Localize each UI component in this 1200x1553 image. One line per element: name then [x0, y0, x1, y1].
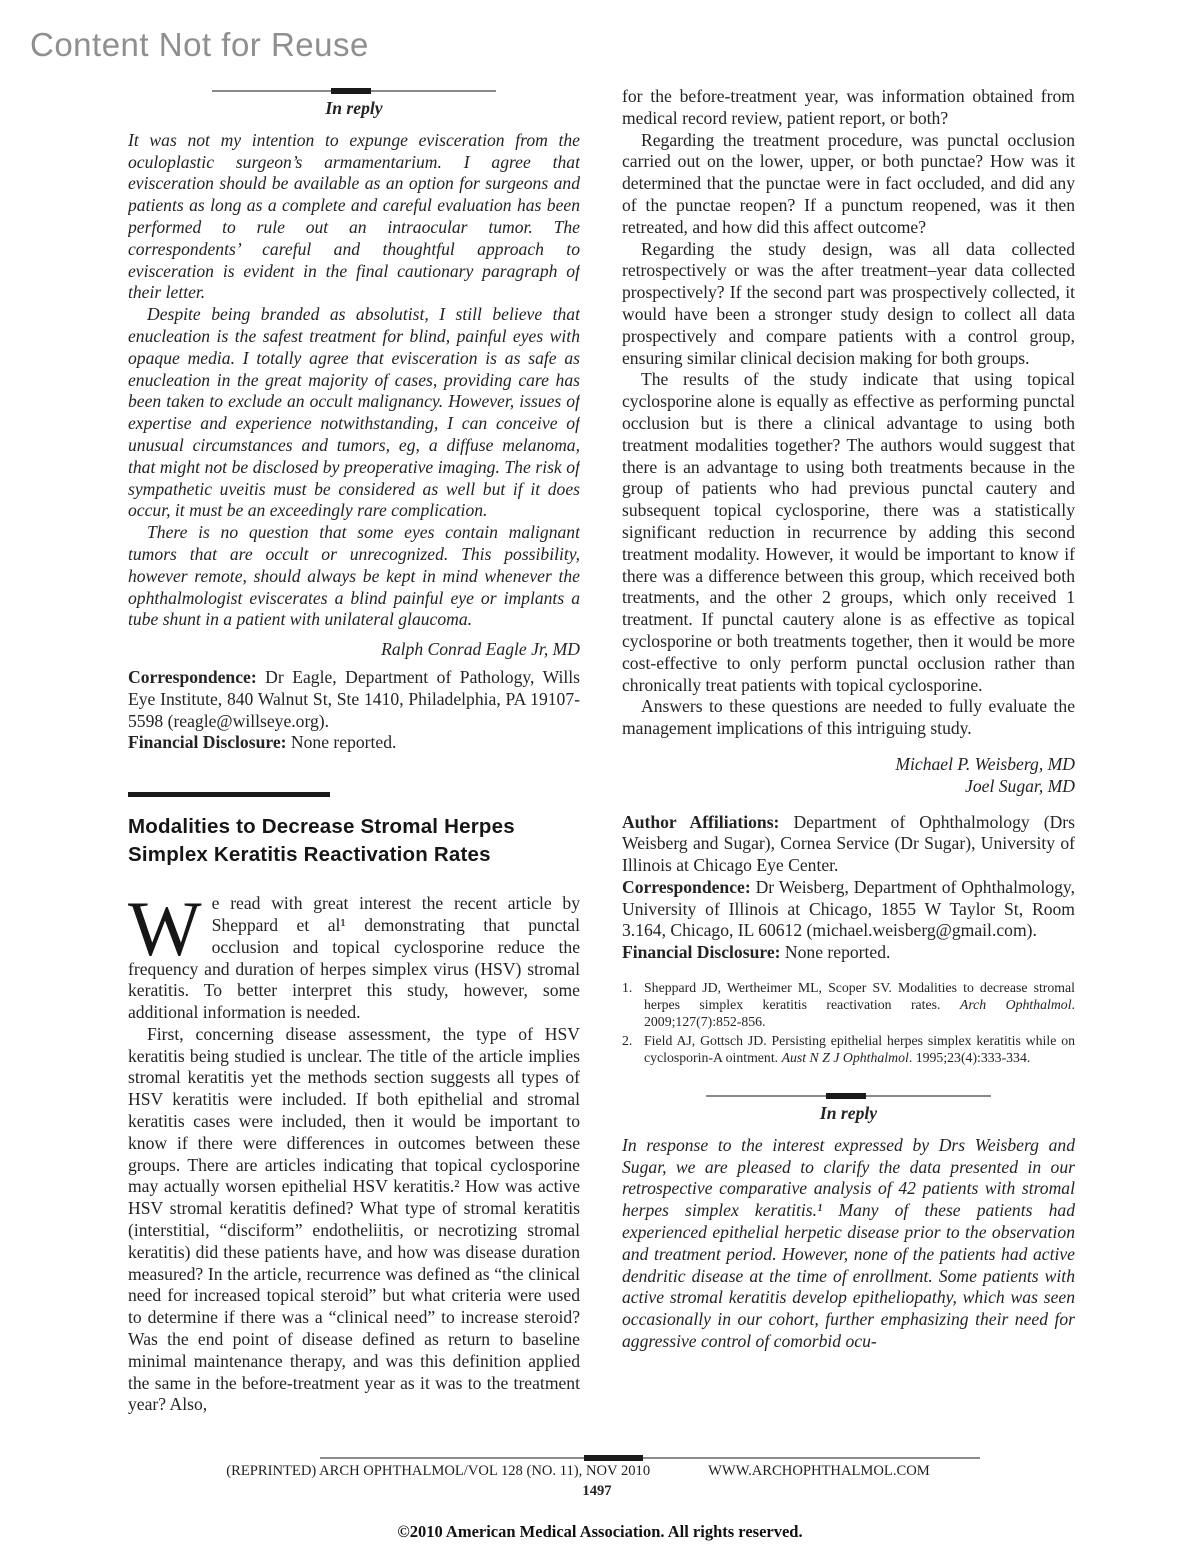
reference-journal: Aust N Z J Ophthalmol [781, 1050, 909, 1066]
letter-paragraph: The results of the study indicate that using topical cyclosporine alone is equally as effective as performing punctal occlusion but is there a clinical advantage to using both treatment modalities together? The authors would suggest that there is an advantage to using both treatments because in the group of patients who had previous punctal cautery and subsequent topical cyclosporine, there was a statistically significant reduction in recurrence by adding this second treatment modality. However, it would be important to know if there was a difference between this group, which received both treatments, and the other 2 groups, which only received 1 treatment. If punctal cautery alone is as effective as topical cyclosporine or both treatments together, then it would be more cost-effective to only perform punctal occlusion rather than chronically treat patients with topical cyclosporine. [622, 369, 1075, 695]
drop-cap: W [128, 885, 202, 973]
reference-item [622, 980, 1075, 1030]
financial-disclosure-label: Financial Disclosure: [622, 942, 781, 963]
reference-pages: . 2009;127(7):852-856. [644, 996, 1075, 1029]
financial-disclosure-label: Financial Disclosure: [128, 732, 287, 753]
footer-citation-line [0, 1463, 1200, 1480]
copyright-notice: ©2010 American Medical Association. All rights reserved. [397, 1522, 803, 1541]
right-column [622, 86, 1075, 1434]
left-column [128, 86, 580, 1434]
affiliations-block [622, 812, 1075, 965]
reference-pages: . 1995;23(4):333-334. [908, 1050, 1031, 1066]
reference-number: 1. [622, 980, 633, 996]
financial-disclosure-block [128, 732, 580, 754]
letter-paragraph: Regarding the study design, was all data collected retrospectively or was the after treatment–year data collected prospectively? If the second part was prospectively collected, it would have been a stronger study design to collect all data prospectively and compare patients with a control group, ensuring similar clinical decision making for both groups. [622, 238, 1075, 368]
page-body [128, 86, 1075, 1434]
financial-disclosure-text: None reported. [286, 732, 397, 753]
page-number: 1497 [582, 1483, 612, 1499]
reference-text [644, 980, 1075, 1030]
section-divider-bar [128, 792, 330, 797]
footer-rule [320, 1455, 980, 1461]
correspondence-text: Dr Eagle, Department of Pathology, Wills Eye Institute, 840 Walnut St, Ste 1410, Philadelphia, PA 19107-5598 (reagle@willseye.org). [128, 666, 580, 731]
reply-section-rule [212, 88, 497, 94]
letter-title-line2: Simplex Keratitis Reactivation Rates [128, 843, 491, 867]
author-signature: Ralph Conrad Eagle Jr, MD [381, 639, 580, 660]
signature-block [622, 754, 1075, 798]
letter-paragraph: First, concerning disease assessment, the type of HSV keratitis being studied is unclear. The title of the article implies stromal keratitis yet the methods section suggests all types of HSV keratitis were included. If both epithelial and stromal keratitis cases were included, then it would be important to know if there were differences in outcomes between these groups. There are articles indicating that topical cyclosporine may actually worsen epithelial HSV keratitis.² How was active HSV stromal keratitis defined? What type of stromal keratitis (interstitial, “disciform” endotheliitis, or necrotizing stromal keratitis) did these patients have, and how was disease duration measured? In the article, recurrence was defined as “the clinical need for increased topical steroid” but what criteria were used to determine if there was a “clinical need” to increase steroid? Was the end point of disease defined as return to baseline minimal maintenance therapy, and was this definition applied the same in the before-treatment year as it was to the treatment year? Also, [128, 1023, 580, 1415]
correspondence-label: Correspondence: [622, 876, 751, 897]
correspondence-block [128, 667, 580, 732]
reply-header: In reply [325, 98, 383, 118]
reference-journal: Arch Ophthalmol [959, 996, 1072, 1012]
page-footer [0, 1455, 1200, 1542]
financial-disclosure-block [622, 942, 1075, 964]
correspondence-text: Dr Weisberg, Department of Ophthalmology, University of Illinois at Chicago, 1855 W Taylor St, Room 3.164, Chicago, IL 60612 (michael.weisberg@gmail.com). [622, 876, 1075, 941]
letter-paragraph: Regarding the treatment procedure, was punctal occlusion carried out on the lower, upper, or both punctae? How was it determined that the punctae were in fact occluded, and did any of the punctae reopen? If a punctum reopened, was it then retreated, and how did this affect outcome? [622, 129, 1075, 237]
reply-paragraph: In response to the interest expressed by Drs Weisberg and Sugar, we are pleased to clarify the data presented in our retrospective comparative analysis of 42 patients with stromal herpes simplex keratitis.¹ Many of these patients had experienced epithelial herpetic disease prior to the observation and treatment period. However, none of the patients had active dendritic disease at the time of enrollment. Some patients with active stromal keratitis develop epitheliopathy, which was seen occasionally in our cohort, further emphasizing their need for aggressive control of comorbid ocu- [622, 1134, 1075, 1352]
correspondence-block [622, 877, 1075, 942]
reference-citation: Field AJ, Gottsch JD. Persisting epithelial herpes simplex keratitis while on cyclosporin-A ointment. [644, 1033, 1075, 1066]
reply-paragraph: There is no question that some eyes contain malignant tumors that are occult or unrecognized. This possibility, however remote, should always be kept in mind whenever the ophthalmologist eviscerates a blind painful eye or implants a tube shunt in a patient with unilateral glaucoma. [128, 522, 580, 630]
reply-header: In reply [819, 1103, 878, 1124]
reply-section-rule [706, 1093, 991, 1099]
author-signature: Joel Sugar, MD [965, 775, 1075, 796]
author-signature: Michael P. Weisberg, MD [895, 753, 1075, 774]
letter-opening-paragraph [128, 885, 580, 1024]
author-affiliations [622, 812, 1075, 877]
financial-disclosure-text: None reported. [780, 942, 891, 963]
reference-text [644, 1033, 1075, 1067]
reply-section [622, 1093, 1075, 1353]
letter-title-line1: Modalities to Decrease Stromal Herpes [128, 815, 515, 839]
letter-paragraph-continued: for the before-treatment year, was information obtained from medical record review, patient report, or both? [622, 86, 1075, 128]
reply-paragraph: Despite being branded as absolutist, I still believe that enucleation is the safest treatment for blind, painful eyes with opaque media. I totally agree that evisceration is as safe as enucleation in the great majority of cases, providing care has been taken to exclude an occult malignancy. However, issues of expertise and experience notwithstanding, I can conceive of unusual circumstances and tumors, eg, a diffuse melanoma, that might not be disclosed by preoperative imaging. The risk of sympathetic uveitis must be considered as well but if it does occur, it must be an exceedingly rare complication. [128, 304, 580, 521]
rule-tick [826, 1093, 866, 1099]
letter-title [128, 813, 580, 869]
reference-number: 2. [622, 1033, 633, 1049]
reply-paragraph: It was not my intention to expunge evisceration from the oculoplastic surgeon’s armamentarium. I agree that evisceration should be available as an option for surgeons and patients as long as a complete and careful evaluation has been performed to rule out an intraocular tumor. The correspondents’ careful and thoughtful approach to evisceration is evident in the final cautionary paragraph of their letter. [128, 129, 580, 303]
affiliations-text: Department of Ophthalmology (Drs Weisberg and Sugar), Cornea Service (Dr Sugar), University of Illinois at Chicago Eye Center. [622, 811, 1075, 876]
correspondence-label: Correspondence: [128, 666, 257, 687]
rule-tick [331, 88, 371, 94]
journal-website: WWW.ARCHOPHTHALMOL.COM [708, 1463, 930, 1479]
affiliations-label: Author Affiliations: [622, 811, 780, 832]
rule-tick [584, 1455, 643, 1461]
watermark: Content Not for Reuse [30, 26, 369, 63]
letter-paragraph: Answers to these questions are needed to fully evaluate the management implications of this intriguing study. [622, 696, 1075, 739]
letter-opening-text: e read with great interest the recent article by Sheppard et al¹ demonstrating that punctal occlusion and topical cyclosporine reduce the frequency and duration of herpes simplex virus (HSV) stromal keratitis. To better interpret this study, however, some additional information is needed. [128, 893, 580, 1023]
reference-list [622, 980, 1075, 1067]
journal-citation: (REPRINTED) ARCH OPHTHALMOL/VOL 128 (NO. 11), NOV 2010 [226, 1463, 651, 1479]
reference-citation: Sheppard JD, Wertheimer ML, Scoper SV. Modalities to decrease stromal herpes simplex keratitis reactivation rates. [644, 980, 1075, 1012]
reference-item [622, 1033, 1075, 1067]
rule-line [320, 1457, 980, 1459]
